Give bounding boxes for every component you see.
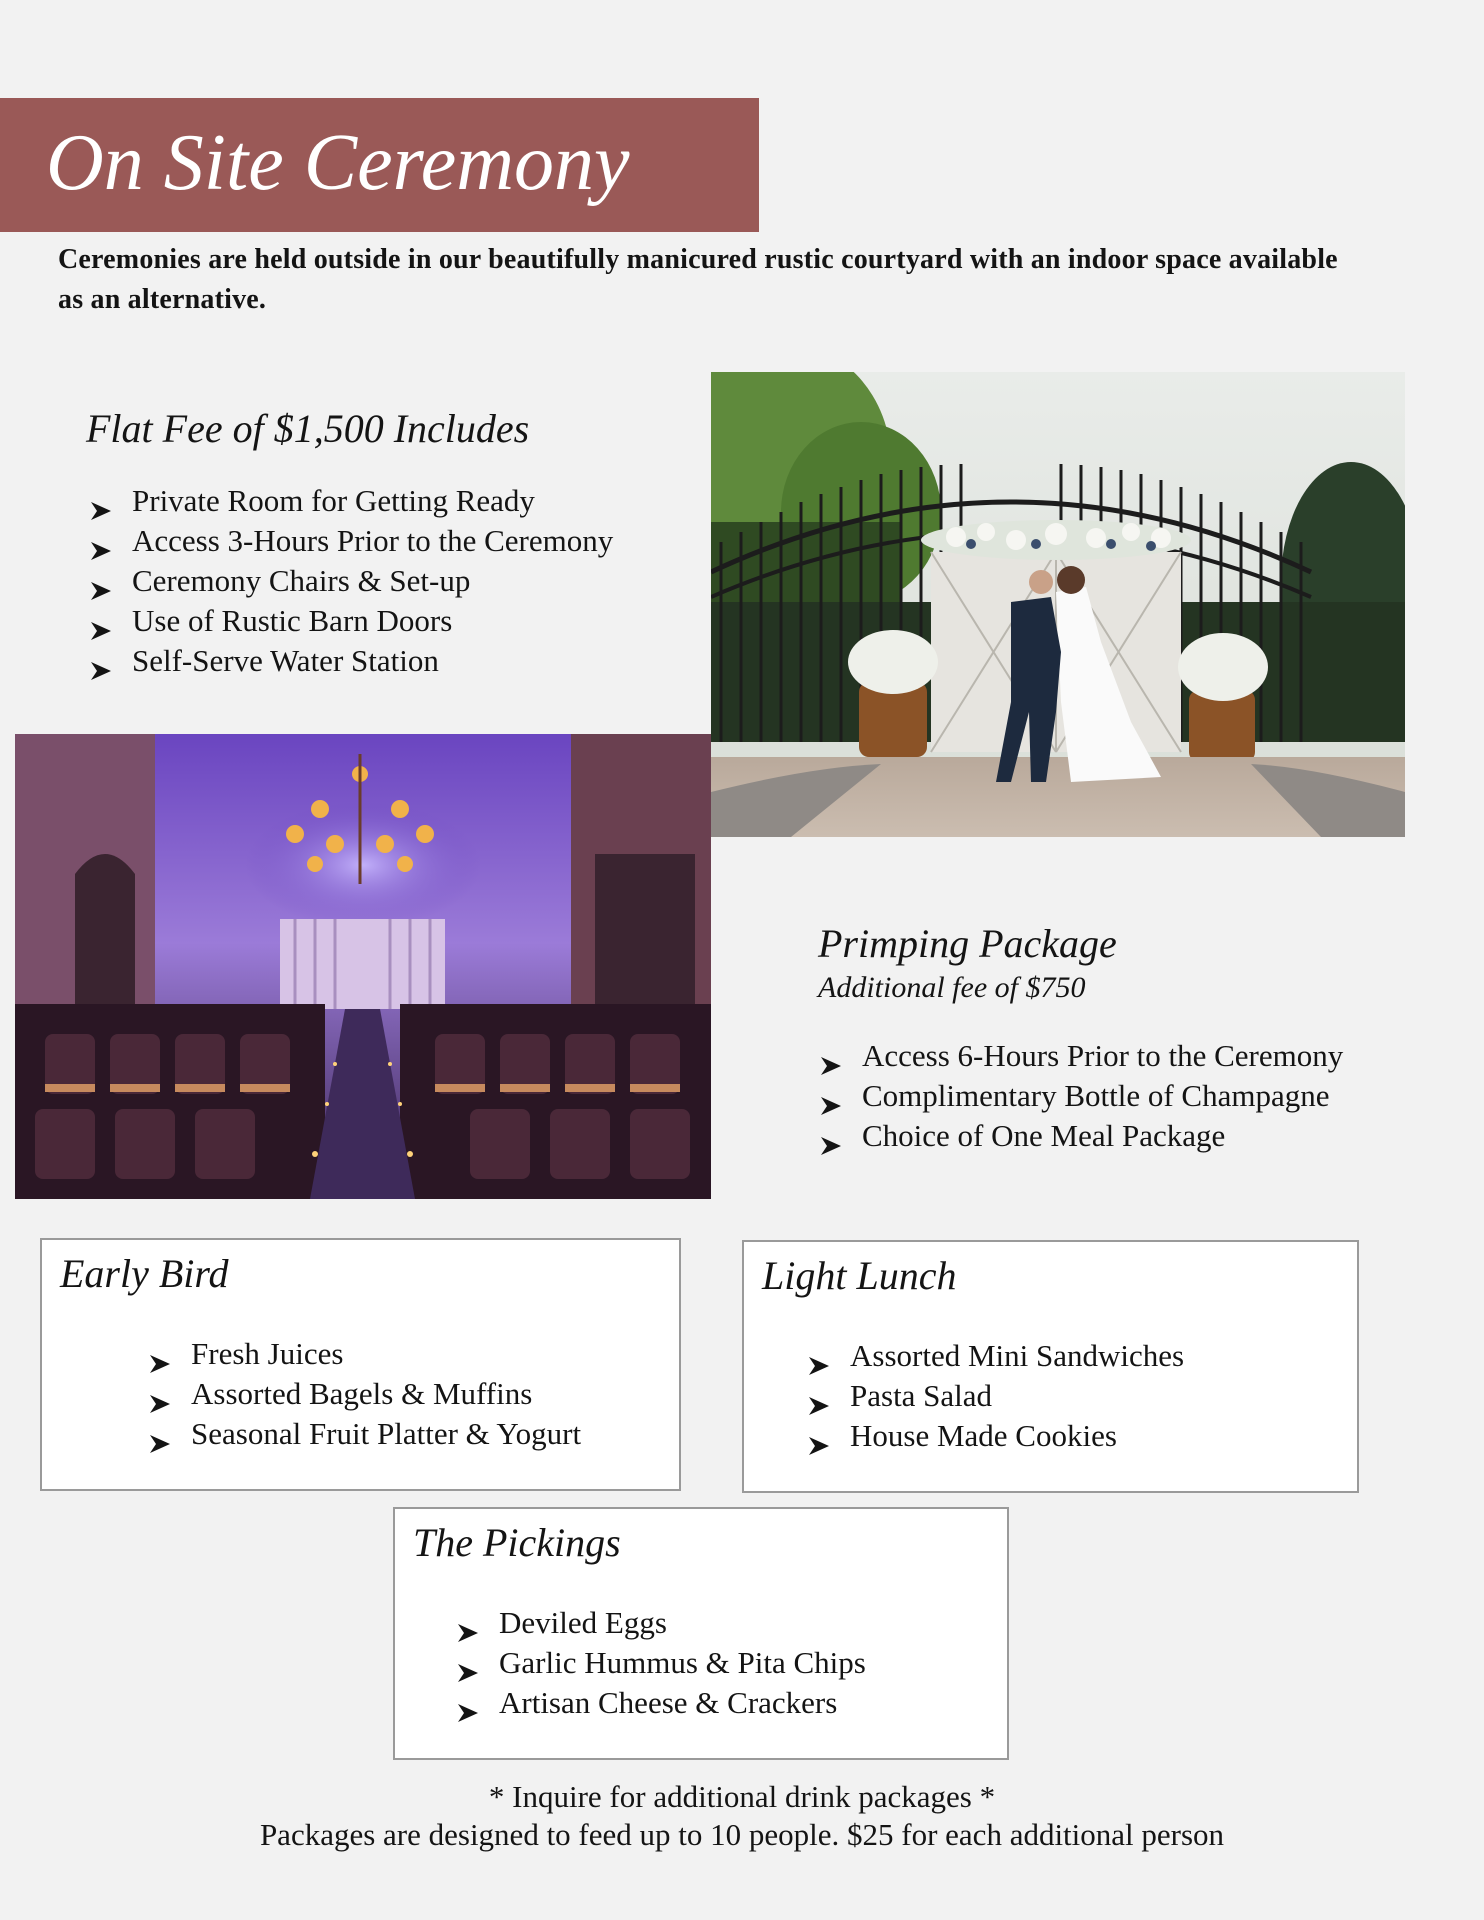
arrowhead-bullet-icon — [90, 571, 112, 591]
list-item: Garlic Hummus & Pita Chips — [457, 1643, 866, 1683]
light-lunch-title: Light Lunch — [762, 1253, 957, 1298]
primping-title: Primping Package — [818, 921, 1117, 966]
pickings-list — [457, 1603, 866, 1723]
arrowhead-bullet-icon — [149, 1384, 171, 1404]
list-item: Pasta Salad — [808, 1376, 1184, 1416]
flat-fee-title: Flat Fee of $1,500 Includes — [86, 406, 530, 451]
arrowhead-bullet-icon — [90, 531, 112, 551]
list-item: House Made Cookies — [808, 1416, 1184, 1456]
arrowhead-bullet-icon — [808, 1346, 830, 1366]
pickings-box — [393, 1507, 1009, 1760]
arrowhead-bullet-icon — [149, 1344, 171, 1364]
list-item: Deviled Eggs — [457, 1603, 866, 1643]
capacity-note: Packages are designed to feed up to 10 people. $25 for each additional person — [259, 1817, 1225, 1852]
list-item: Private Room for Getting Ready — [90, 481, 613, 521]
outdoor-ceremony-photo — [711, 372, 1405, 837]
list-item: Choice of One Meal Package — [820, 1116, 1343, 1156]
list-item: Fresh Juices — [149, 1334, 581, 1374]
list-item: Seasonal Fruit Platter & Yogurt — [149, 1414, 581, 1454]
arrowhead-bullet-icon — [808, 1386, 830, 1406]
page-title: On Site Ceremony — [46, 119, 630, 207]
list-item: Access 6-Hours Prior to the Ceremony — [820, 1036, 1343, 1076]
drink-note: * Inquire for additional drink packages * — [488, 1779, 996, 1814]
early-bird-box — [40, 1238, 681, 1491]
primping-subtitle: Additional fee of $750 — [818, 971, 1086, 1004]
light-lunch-list — [808, 1336, 1184, 1456]
list-item: Ceremony Chairs & Set-up — [90, 561, 613, 601]
arrowhead-bullet-icon — [90, 651, 112, 671]
indoor-ceremony-photo — [15, 734, 711, 1199]
arrowhead-bullet-icon — [820, 1126, 842, 1146]
arrowhead-bullet-icon — [90, 611, 112, 631]
pickings-title: The Pickings — [413, 1520, 621, 1565]
primping-list — [820, 1036, 1343, 1156]
list-item: Self-Serve Water Station — [90, 641, 613, 681]
list-item: Artisan Cheese & Crackers — [457, 1683, 866, 1723]
light-lunch-box — [742, 1240, 1359, 1493]
list-item: Assorted Bagels & Muffins — [149, 1374, 581, 1414]
arrowhead-bullet-icon — [808, 1426, 830, 1446]
title-banner — [0, 98, 759, 232]
arrowhead-bullet-icon — [820, 1046, 842, 1066]
early-bird-title: Early Bird — [60, 1251, 229, 1296]
list-item: Assorted Mini Sandwiches — [808, 1336, 1184, 1376]
arrowhead-bullet-icon — [149, 1424, 171, 1444]
arrowhead-bullet-icon — [457, 1693, 479, 1713]
list-item: Use of Rustic Barn Doors — [90, 601, 613, 641]
intro-text: Ceremonies are held outside in our beautifully manicured rustic courtyard with an indoor space available as an alternative. — [58, 244, 1338, 315]
list-item: Access 3-Hours Prior to the Ceremony — [90, 521, 613, 561]
footer-notes — [0, 1778, 1484, 1854]
arrowhead-bullet-icon — [457, 1653, 479, 1673]
arrowhead-bullet-icon — [457, 1613, 479, 1633]
arrowhead-bullet-icon — [820, 1086, 842, 1106]
list-item: Complimentary Bottle of Champagne — [820, 1076, 1343, 1116]
flat-fee-list — [90, 481, 613, 681]
arrowhead-bullet-icon — [90, 491, 112, 511]
early-bird-list — [149, 1334, 581, 1454]
